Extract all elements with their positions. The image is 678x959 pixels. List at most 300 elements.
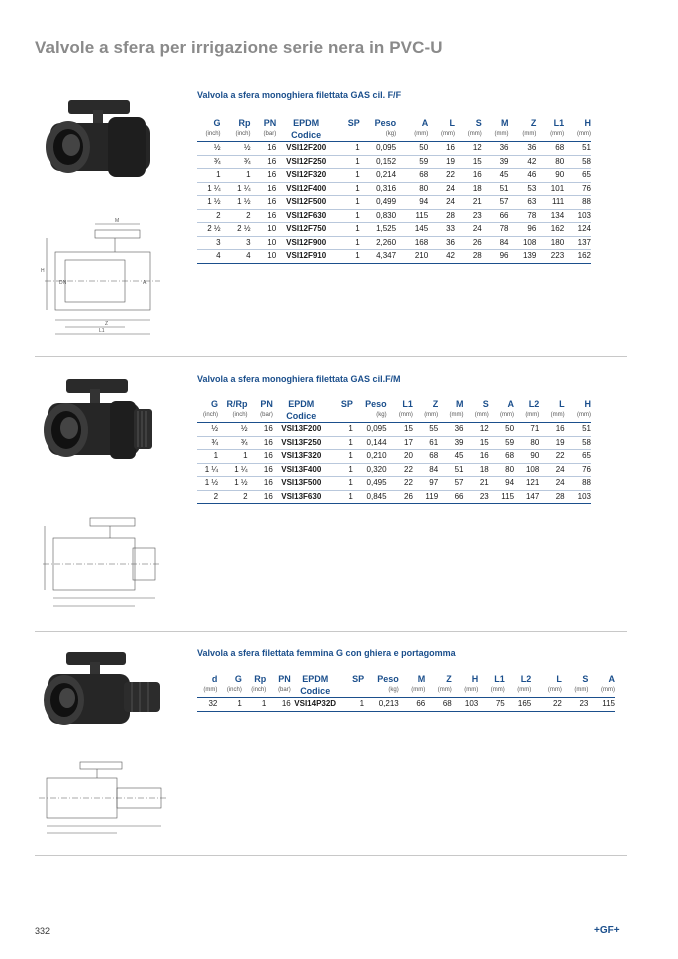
col-unit: Codice [291,685,340,698]
table-cell: 124 [564,223,591,237]
table-cell: 1 ½ [218,477,247,491]
table-cell: 57 [482,196,509,210]
table-row [197,463,591,477]
table-cell: 76 [564,182,591,196]
table-cell: 145 [396,223,428,237]
table-cell: VSI12F250 [276,155,336,169]
col-header: M [455,399,464,409]
col-unit: (mm) [463,410,488,423]
table-cell: 24 [539,477,564,491]
table-cell: 1 ½ [197,477,218,491]
col-header: L2 [520,674,532,684]
col-header: Peso [365,399,387,409]
table-cell: 1 [197,169,221,183]
col-unit: (kg) [353,410,387,423]
table-cell: 28 [455,250,482,264]
table-cell: 0,144 [353,436,387,450]
table-cell: 16 [251,169,277,183]
table-cell: 1 [336,155,360,169]
col-header: L1 [402,399,413,409]
table-cell: VSI12F500 [276,196,336,210]
col-unit: (inch) [217,685,241,698]
table-cell: 18 [455,182,482,196]
table-cell: 88 [565,477,591,491]
table-cell: 10 [251,250,277,264]
table-cell: 1 [336,182,360,196]
table-cell: 26 [387,490,413,504]
spec-table-hose [197,674,615,712]
table-cell: 20 [387,450,413,464]
technical-drawing-ff [35,212,165,342]
table-cell: 39 [438,436,463,450]
dim-label-dn: DN [59,280,67,286]
dim-label-a: A [143,280,147,286]
col-unit: (mm) [562,685,589,698]
col-unit: (mm) [399,685,426,698]
table-cell: 65 [564,169,591,183]
table-cell: 36 [482,142,509,156]
col-unit: (mm) [425,685,452,698]
table-cell: 162 [564,250,591,264]
col-unit: (inch) [221,129,251,142]
col-header: G [211,399,219,409]
col-header: S [582,674,589,684]
col-header: PN [263,118,277,128]
col-unit: (mm) [413,410,438,423]
table-cell: 2 [197,209,221,223]
table-cell: 108 [514,463,539,477]
table-cell: 22 [539,450,564,464]
table-cell: 80 [536,155,564,169]
table-cell: 51 [438,463,463,477]
table-cell: 134 [536,209,564,223]
table-cell: 1 [336,209,360,223]
col-unit: (inch) [242,685,266,698]
table-cell: 1 [330,423,353,437]
table-cell: 2 [218,490,247,504]
col-header: G [234,674,242,684]
section-divider [35,356,627,357]
table-cell: VSI12F910 [276,250,336,264]
col-unit: Codice [276,129,336,142]
col-unit: (mm) [396,129,428,142]
valve-photo-hose [38,648,163,748]
table-cell: 51 [564,142,591,156]
table-cell: 1 [330,490,353,504]
col-unit: (mm) [564,129,591,142]
table-cell: 0,316 [360,182,396,196]
col-header: S [475,118,482,128]
table-cell: 1 ¼ [218,463,247,477]
col-unit: Codice [273,410,330,423]
table-cell: 16 [248,490,273,504]
table-cell: 1 ½ [197,196,221,210]
col-unit: (bar) [248,410,273,423]
table-cell: 147 [514,490,539,504]
table-cell: 66 [482,209,509,223]
table-cell: 76 [565,463,591,477]
table-cell: 22 [387,477,413,491]
col-unit: (mm) [536,129,564,142]
table-cell: 2 [221,209,251,223]
table-cell: 90 [514,450,539,464]
table-cell: 4 [197,250,221,264]
table-cell: 94 [396,196,428,210]
table-cell: 162 [536,223,564,237]
table-cell: 1 [217,698,241,712]
table-cell: ¾ [221,155,251,169]
table-body [197,698,615,712]
col-header: H [584,118,591,128]
table-cell: 0,499 [360,196,396,210]
table-cell: 22 [428,169,455,183]
col-unit: (mm) [197,685,217,698]
table-cell: 10 [251,236,277,250]
page-title: Valvole a sfera per irrigazione serie nera in PVC-U [35,38,443,57]
table-cell: VSI13F250 [273,436,330,450]
table-cell: 33 [428,223,455,237]
table-cell: 58 [564,155,591,169]
table-cell: 66 [438,490,463,504]
table-cell: 180 [536,236,564,250]
col-unit: (mm) [455,129,482,142]
table-cell: 103 [565,490,591,504]
table-body [197,423,591,504]
table-cell: 84 [482,236,509,250]
table-cell: 0,214 [360,169,396,183]
col-header: H [471,674,479,684]
table-cell: 18 [463,463,488,477]
table-cell: 0,152 [360,155,396,169]
table-cell: VSI14P32D [291,698,340,712]
section-divider [35,855,627,856]
table-cell: VSI12F630 [276,209,336,223]
table-cell: ¾ [197,155,221,169]
table-cell: VSI13F200 [273,423,330,437]
table-cell: 210 [396,250,428,264]
table-cell: 68 [413,450,438,464]
table-cell: 42 [509,155,537,169]
dim-label-z: Z [105,321,109,327]
table-cell: 50 [489,423,514,437]
table-cell: 0,830 [360,209,396,223]
valve-photo-ff [38,95,158,195]
table-cell: VSI12F400 [276,182,336,196]
table-cell: 2 ½ [221,223,251,237]
table-cell: 1 [221,169,251,183]
table-cell: 1 [218,450,247,464]
table-cell: 15 [455,155,482,169]
col-header: A [507,399,515,409]
table-cell: 0,845 [353,490,387,504]
table-cell: 1 [340,698,364,712]
table-row [197,155,591,169]
table-cell: 24 [455,223,482,237]
table-cell: 0,320 [353,463,387,477]
section-title-2: Valvola a sfera monoghiera filettata GAS cil.F/M [197,374,401,384]
table-cell: 51 [482,182,509,196]
table-cell: 84 [413,463,438,477]
table-row [197,169,591,183]
table-cell: 50 [396,142,428,156]
table-cell: 16 [428,142,455,156]
col-unit: (mm) [509,129,537,142]
table-cell: VSI13F400 [273,463,330,477]
table-cell: 1 [336,236,360,250]
table-cell: 16 [455,169,482,183]
col-header: PN [260,399,273,409]
table-cell: VSI12F200 [276,142,336,156]
col-header: Rp [254,674,267,684]
col-unit: (mm) [428,129,455,142]
section-title-1: Valvola a sfera monoghiera filettata GAS cil. F/F [197,90,402,100]
table-cell: 16 [248,477,273,491]
table-cell: 1 [242,698,266,712]
table-cell: 63 [509,196,537,210]
technical-drawing-hose [35,758,170,843]
table-cell: 15 [463,436,488,450]
table-cell: 139 [509,250,537,264]
col-header: EPDM [293,118,320,128]
col-header: SP [347,118,360,128]
col-header: Rp [238,118,251,128]
table-cell: 23 [562,698,589,712]
table-cell: 65 [565,450,591,464]
col-unit: (inch) [218,410,247,423]
table-cell: 45 [438,450,463,464]
spec-table-fm [197,399,591,504]
col-unit: (mm) [565,410,591,423]
table-cell: 39 [482,155,509,169]
col-unit [336,129,360,142]
table-cell: 36 [509,142,537,156]
table-cell: 1 [336,196,360,210]
table-row [197,236,591,250]
table-cell: 4,347 [360,250,396,264]
col-unit: (inch) [197,129,221,142]
table-cell: 28 [539,490,564,504]
table-cell: ½ [197,423,218,437]
section-title-3: Valvola a sfera filettata femmina G con ghiera e portagomma [197,648,456,658]
table-cell: 16 [266,698,290,712]
table-cell: ½ [221,142,251,156]
table-cell: 165 [505,698,532,712]
table-cell: 12 [463,423,488,437]
table-cell: 75 [478,698,505,712]
dim-label-l1: L1 [99,328,105,334]
table-cell: 0,095 [360,142,396,156]
col-unit: (mm) [438,410,463,423]
table-cell: 4 [221,250,251,264]
table-cell: 103 [564,209,591,223]
table-cell: 68 [489,450,514,464]
table-cell: 1 ½ [221,196,251,210]
col-header: Z [432,399,439,409]
col-header: EPDM [288,399,315,409]
col-header: M [501,118,509,128]
table-cell: 168 [396,236,428,250]
table-cell: 16 [539,423,564,437]
table-cell: 16 [251,196,277,210]
col-header: Peso [374,118,397,128]
col-header: SP [352,674,365,684]
col-unit: (mm) [531,685,562,698]
table-cell: 121 [514,477,539,491]
col-header: EPDM [302,674,329,684]
col-unit: (bar) [251,129,277,142]
table-cell: 115 [588,698,615,712]
col-unit: (kg) [360,129,396,142]
table-cell: 36 [438,423,463,437]
table-cell: ½ [197,142,221,156]
table-cell: 1 [197,450,218,464]
table-row [197,182,591,196]
table-cell: 22 [387,463,413,477]
table-cell: 61 [413,436,438,450]
table-cell: 1 [336,169,360,183]
col-header: Z [530,118,537,128]
table-cell: 68 [536,142,564,156]
table-cell: 115 [489,490,514,504]
col-header: L1 [494,674,505,684]
table-cell: 16 [251,182,277,196]
table-cell: 66 [399,698,426,712]
table-cell: VSI13F320 [273,450,330,464]
table-cell: 24 [539,463,564,477]
table-cell: 1 ¼ [197,182,221,196]
col-unit: (bar) [266,685,290,698]
table-row [197,209,591,223]
table-cell: 28 [428,209,455,223]
table-cell: 24 [428,182,455,196]
dim-label-h: H [41,268,45,274]
col-header: Peso [377,674,399,684]
table-cell: 78 [509,209,537,223]
table-cell: 42 [428,250,455,264]
table-row [197,196,591,210]
table-row [197,436,591,450]
table-cell: 1 [336,223,360,237]
table-cell: 1 [330,463,353,477]
table-cell: 1 [330,450,353,464]
col-unit: (mm) [505,685,532,698]
col-unit [330,410,353,423]
table-cell: 24 [428,196,455,210]
table-cell: 115 [396,209,428,223]
table-cell: 32 [197,698,217,712]
table-cell: 68 [396,169,428,183]
table-cell: VSI12F750 [276,223,336,237]
table-cell: 19 [428,155,455,169]
table-cell: 3 [197,236,221,250]
dim-label-m: M [115,218,120,224]
table-cell: 23 [455,209,482,223]
table-cell: 22 [531,698,562,712]
table-cell: 45 [482,169,509,183]
table-cell: VSI12F900 [276,236,336,250]
table-cell: 80 [514,436,539,450]
col-header: L [556,674,562,684]
table-cell: 17 [387,436,413,450]
table-cell: 111 [536,196,564,210]
col-header: A [421,118,429,128]
table-cell: 223 [536,250,564,264]
table-cell: ½ [218,423,247,437]
table-cell: 21 [463,477,488,491]
table-cell: 55 [413,423,438,437]
table-cell: 80 [396,182,428,196]
table-cell: VSI13F630 [273,490,330,504]
table-cell: 90 [536,169,564,183]
col-header: SP [340,399,353,409]
table-cell: 0,210 [353,450,387,464]
table-cell: 16 [251,142,277,156]
col-unit: (mm) [489,410,514,423]
table-cell: 36 [428,236,455,250]
table-cell: 16 [248,436,273,450]
table-cell: VSI13F500 [273,477,330,491]
table-cell: 15 [387,423,413,437]
table-row [197,423,591,437]
table-cell: 101 [536,182,564,196]
col-unit: (mm) [539,410,564,423]
table-cell: ¾ [197,436,218,450]
col-unit: (mm) [514,410,539,423]
table-cell: 94 [489,477,514,491]
table-cell: 96 [509,223,537,237]
table-cell: 0,095 [353,423,387,437]
col-unit [340,685,364,698]
col-header: Z [446,674,452,684]
section-divider [35,631,627,632]
table-row [197,450,591,464]
table-cell: 97 [413,477,438,491]
table-cell: 2,260 [360,236,396,250]
table-cell: 80 [489,463,514,477]
col-unit: (inch) [197,410,218,423]
col-header: L1 [553,118,565,128]
col-header: M [417,674,426,684]
table-row [197,477,591,491]
table-cell: 16 [248,423,273,437]
table-row [197,142,591,156]
table-cell: 96 [482,250,509,264]
table-cell: 1 ¼ [197,463,218,477]
table-cell: 57 [438,477,463,491]
table-cell: 16 [248,450,273,464]
brand-logo: +GF+ [594,925,620,936]
spec-table-ff [197,118,591,264]
table-cell: 1 [330,477,353,491]
table-row [197,223,591,237]
col-unit: (mm) [588,685,615,698]
table-cell: 2 ½ [197,223,221,237]
col-header: L2 [528,399,540,409]
table-cell: 58 [565,436,591,450]
col-header: L [559,399,565,409]
table-cell: 137 [564,236,591,250]
table-body [197,142,591,264]
table-cell: 78 [482,223,509,237]
table-cell: ¾ [218,436,247,450]
col-header: H [584,399,591,409]
table-cell: 1 [330,436,353,450]
table-cell: 51 [565,423,591,437]
col-header: A [608,674,615,684]
table-cell: 1,525 [360,223,396,237]
table-cell: VSI12F320 [276,169,336,183]
table-cell: 21 [455,196,482,210]
